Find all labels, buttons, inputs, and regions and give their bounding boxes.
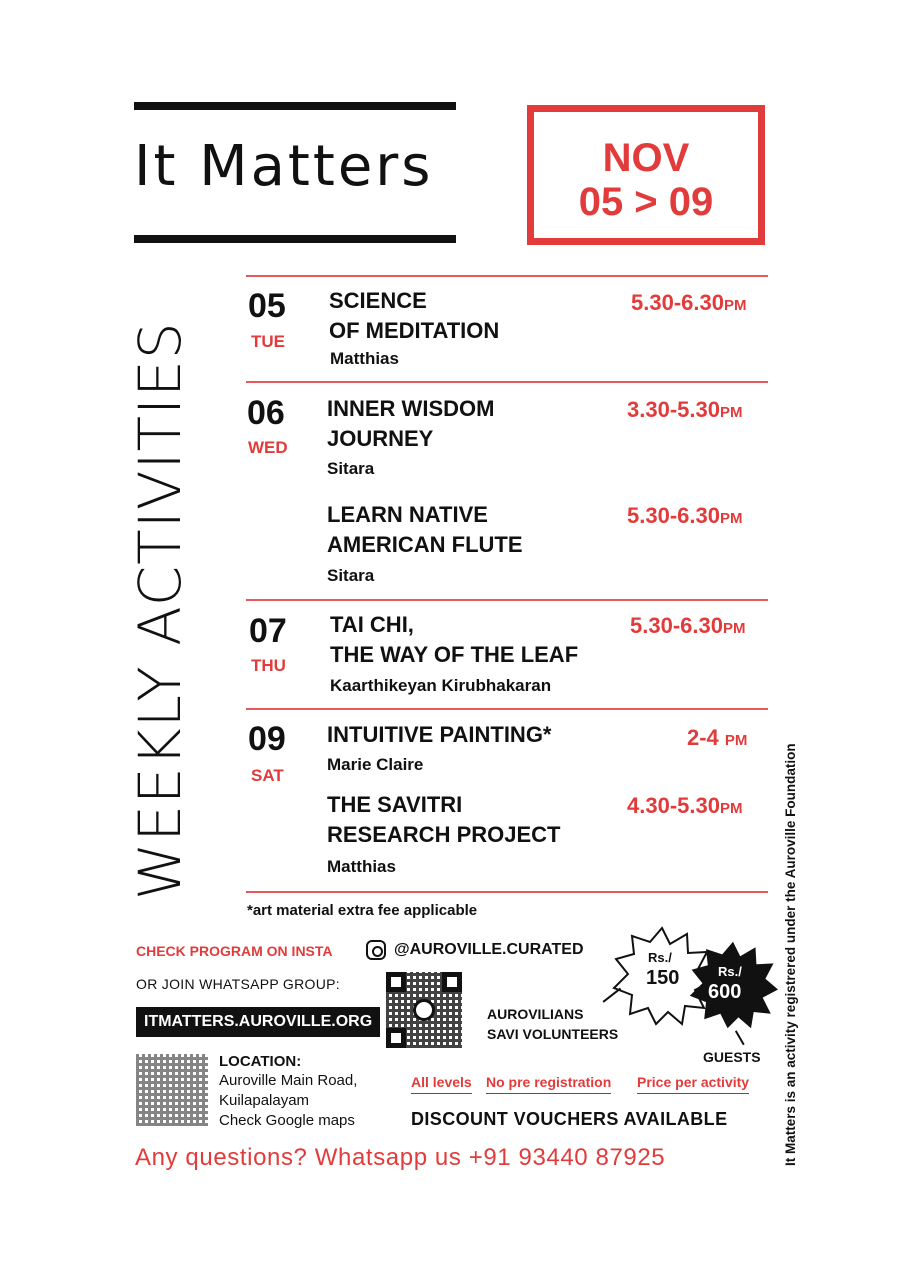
divider (246, 381, 768, 383)
day-name: THU (251, 656, 286, 675)
price-currency: Rs./ (648, 950, 672, 965)
title-top-bar (134, 102, 456, 110)
tag-all-levels: All levels (411, 1074, 472, 1094)
title-bottom-bar (134, 235, 456, 243)
qr-finder (442, 972, 462, 992)
date-range-box (527, 105, 765, 245)
foundation-note: It Matters is an activity registrered under the Auroville Foundation (783, 743, 798, 1166)
activity-title: SCIENCE OF MEDITATION (329, 288, 500, 343)
discount-notice: DISCOUNT VOUCHERS AVAILABLE (411, 1109, 728, 1129)
location-label: LOCATION: (219, 1053, 302, 1070)
activity-time: 5.30-6.30PM (631, 290, 747, 315)
footnote: *art material extra fee applicable (247, 902, 478, 919)
day-name: SAT (251, 766, 284, 785)
page-title: It Matters (134, 134, 434, 199)
day-name: TUE (251, 332, 285, 351)
activity-time: 5.30-6.30PM (627, 503, 743, 528)
date-range-label: 05 > 09 (578, 180, 714, 224)
activity-host: Matthias (327, 857, 396, 876)
activity-host: Sitara (327, 459, 375, 478)
website-link[interactable]: ITMATTERS.AUROVILLE.ORG (136, 1007, 380, 1037)
insta-handle[interactable]: @AUROVILLE.CURATED (394, 941, 584, 958)
guest-price-label: GUESTS (703, 1049, 761, 1065)
month-label: NOV (602, 136, 690, 180)
insta-label: CHECK PROGRAM ON INSTA (136, 943, 333, 959)
activity-time: 4.30-5.30PM (627, 793, 743, 818)
activity-title: TAI CHI, THE WAY OF THE LEAF (330, 612, 579, 667)
tag-no-registration: No pre registration (486, 1074, 611, 1094)
day-name: WED (248, 438, 288, 457)
location-address: Auroville Main Road, Kuilapalayam Check Google maps (219, 1072, 358, 1129)
activity-time: 2-4 PM (687, 725, 748, 750)
activity-host: Marie Claire (327, 755, 424, 774)
divider (246, 891, 768, 893)
activity-title: THE SAVITRI RESEARCH PROJECT (327, 792, 561, 847)
activity-title: INTUITIVE PAINTING* (327, 722, 552, 747)
day-number: 06 (247, 394, 285, 432)
activity-title: INNER WISDOM JOURNEY (327, 396, 495, 451)
price-value: 150 (646, 967, 680, 989)
resident-price-label: AUROVILIANS SAVI VOLUNTEERS (487, 1006, 619, 1042)
whatsapp-label: OR JOIN WHATSAPP GROUP: (136, 976, 340, 992)
instagram-icon[interactable] (366, 940, 386, 960)
day-number: 09 (248, 720, 286, 758)
activity-host: Sitara (327, 566, 375, 585)
location-qr-code[interactable] (136, 1054, 208, 1126)
day-number: 07 (249, 612, 287, 650)
pointer-line (735, 1030, 744, 1045)
price-currency: Rs./ (718, 964, 742, 979)
activity-host: Matthias (330, 349, 399, 368)
qr-finder (386, 1028, 406, 1048)
day-number: 05 (248, 287, 286, 325)
activity-title: LEARN NATIVE AMERICAN FLUTE (327, 502, 523, 557)
divider (246, 275, 768, 277)
whatsapp-icon (413, 999, 435, 1021)
contact-line[interactable]: Any questions? Whatsapp us +91 93440 87925 (135, 1144, 666, 1171)
tag-price-per-activity: Price per activity (637, 1074, 749, 1094)
divider (246, 599, 768, 601)
weekly-activities-heading: WEEKLY ACTIVITIES (126, 321, 194, 900)
divider (246, 708, 768, 710)
activity-time: 5.30-6.30PM (630, 613, 746, 638)
activity-time: 3.30-5.30PM (627, 397, 743, 422)
activity-host: Kaarthikeyan Kirubhakaran (330, 676, 552, 695)
price-value: 600 (708, 981, 742, 1003)
qr-finder (386, 972, 406, 992)
